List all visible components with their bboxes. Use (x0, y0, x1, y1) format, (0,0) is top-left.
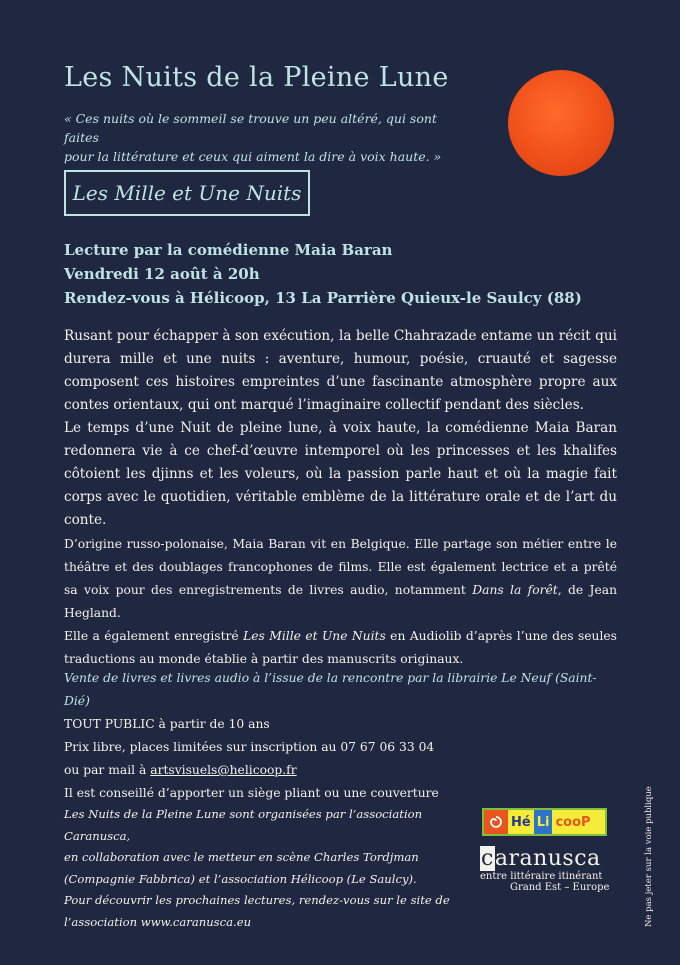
swirl-icon (484, 810, 508, 834)
event-reader: Lecture par la comédienne Maia Baran (64, 241, 393, 259)
disposal-note: Ne pas jeter sur la voie publique (644, 786, 654, 927)
epigraph-quote (64, 109, 474, 166)
helicoop-logo (482, 808, 607, 836)
helicoop-logo-text: cooP (552, 810, 605, 834)
show-title: Les Mille et Une Nuits (72, 181, 302, 205)
synopsis-paragraph: Le temps d’une Nuit de pleine lune, à voix haute, la comédienne Maia Baran redonnera vie à ce chef-d’œuvre intemporel où les princesses et les khalifes côtoient les djinns et les voleurs, où la passion parle haut et où la magie fait corps avec le quotidien, véritable emblème de la littérature orale et de l’art du conte. (64, 420, 617, 528)
audience-note: TOUT PUBLIC à partir de 10 ans (64, 717, 270, 731)
bio-text: D’origine russo-polonaise, Maia Baran vit en Belgique. Elle partage son métier entre le théâtre et des doublages francophones de films. Elle est également lectrice et a prêté sa voix pour des enregistrements de livres audio, notamment (64, 537, 617, 597)
page-title: Les Nuits de la Pleine Lune (64, 62, 449, 93)
bio-text: Elle a également enregistré (64, 629, 239, 643)
bio-text: en Audiolib d’après l’une des seules traductions au monde établie à partir des manuscrits originaux. (64, 629, 617, 666)
organizers-footer (64, 804, 464, 933)
book-sale-note: Vente de livres et livres audio à l’issue de la rencontre par la librairie Le Neuf (Saint-Dié) (64, 671, 597, 708)
event-date: Vendredi 12 août à 20h (64, 265, 260, 283)
event-details (64, 238, 582, 310)
biography-paragraph (64, 625, 617, 671)
caranusca-wordmark (480, 846, 630, 871)
footer-line: en collaboration avec le metteur en scène Charles Tordjman (64, 850, 419, 864)
caranusca-name: aranusca (494, 846, 601, 871)
advice-note: Il est conseillé d’apporter un siège pliant ou une couverture (64, 786, 439, 800)
mail-note (64, 759, 617, 782)
biography-paragraph (64, 533, 617, 625)
bio-text: , de Jean Hegland. (64, 583, 617, 620)
footer-line: l’association www.caranusca.eu (64, 914, 252, 929)
helicoop-logo-text: Li (534, 810, 553, 834)
caranusca-tagline: entre littéraire itinérant (480, 871, 603, 882)
mail-prefix: ou par mail à (64, 763, 147, 777)
event-location: Rendez-vous à Hélicoop, 13 La Parrière Quieux-le Saulcy (88) (64, 289, 582, 307)
practical-info (64, 667, 617, 805)
price-note: Prix libre, places limitées sur inscription au 07 67 06 33 04 (64, 740, 435, 754)
footer-line: Les Nuits de la Pleine Lune sont organisées par l’association Caranusca, (64, 807, 423, 843)
synopsis-paragraph: Rusant pour échapper à son exécution, la belle Chahrazade entame un récit qui durera mille et une nuits : aventure, humour, poésie, cruauté et sagesse composent ces histoires empreintes d’une fascinante atmosphère propre aux contes orientaux, qui ont marqué l’imaginaire collectif pendant des siècles. (64, 328, 617, 413)
footer-line: Pour découvrir les prochaines lectures, rendez-vous sur le site de (64, 893, 450, 907)
book-title: Les Mille et Une Nuits (243, 629, 386, 643)
footer-line: (Compagnie Fabbrica) et l’association Hélicoop (Le Saulcy). (64, 871, 417, 886)
quote-line: pour la littérature et ceux qui aiment la dire à voix haute. » (64, 149, 442, 164)
full-moon-illustration (508, 70, 614, 176)
quote-line: « Ces nuits où le sommeil se trouve un peu altéré, qui sont faites (64, 111, 437, 145)
helicoop-logo-text: Hé (508, 810, 534, 834)
caranusca-region: Grand Est – Europe (510, 882, 610, 893)
caranusca-logo (480, 846, 630, 893)
synopsis (64, 325, 617, 532)
email-link[interactable]: artsvisuels@helicoop.fr (150, 763, 297, 777)
biography (64, 533, 617, 671)
caranusca-initial: c (481, 846, 494, 871)
show-title-box (64, 170, 310, 216)
book-title: Dans la forêt (472, 583, 558, 597)
